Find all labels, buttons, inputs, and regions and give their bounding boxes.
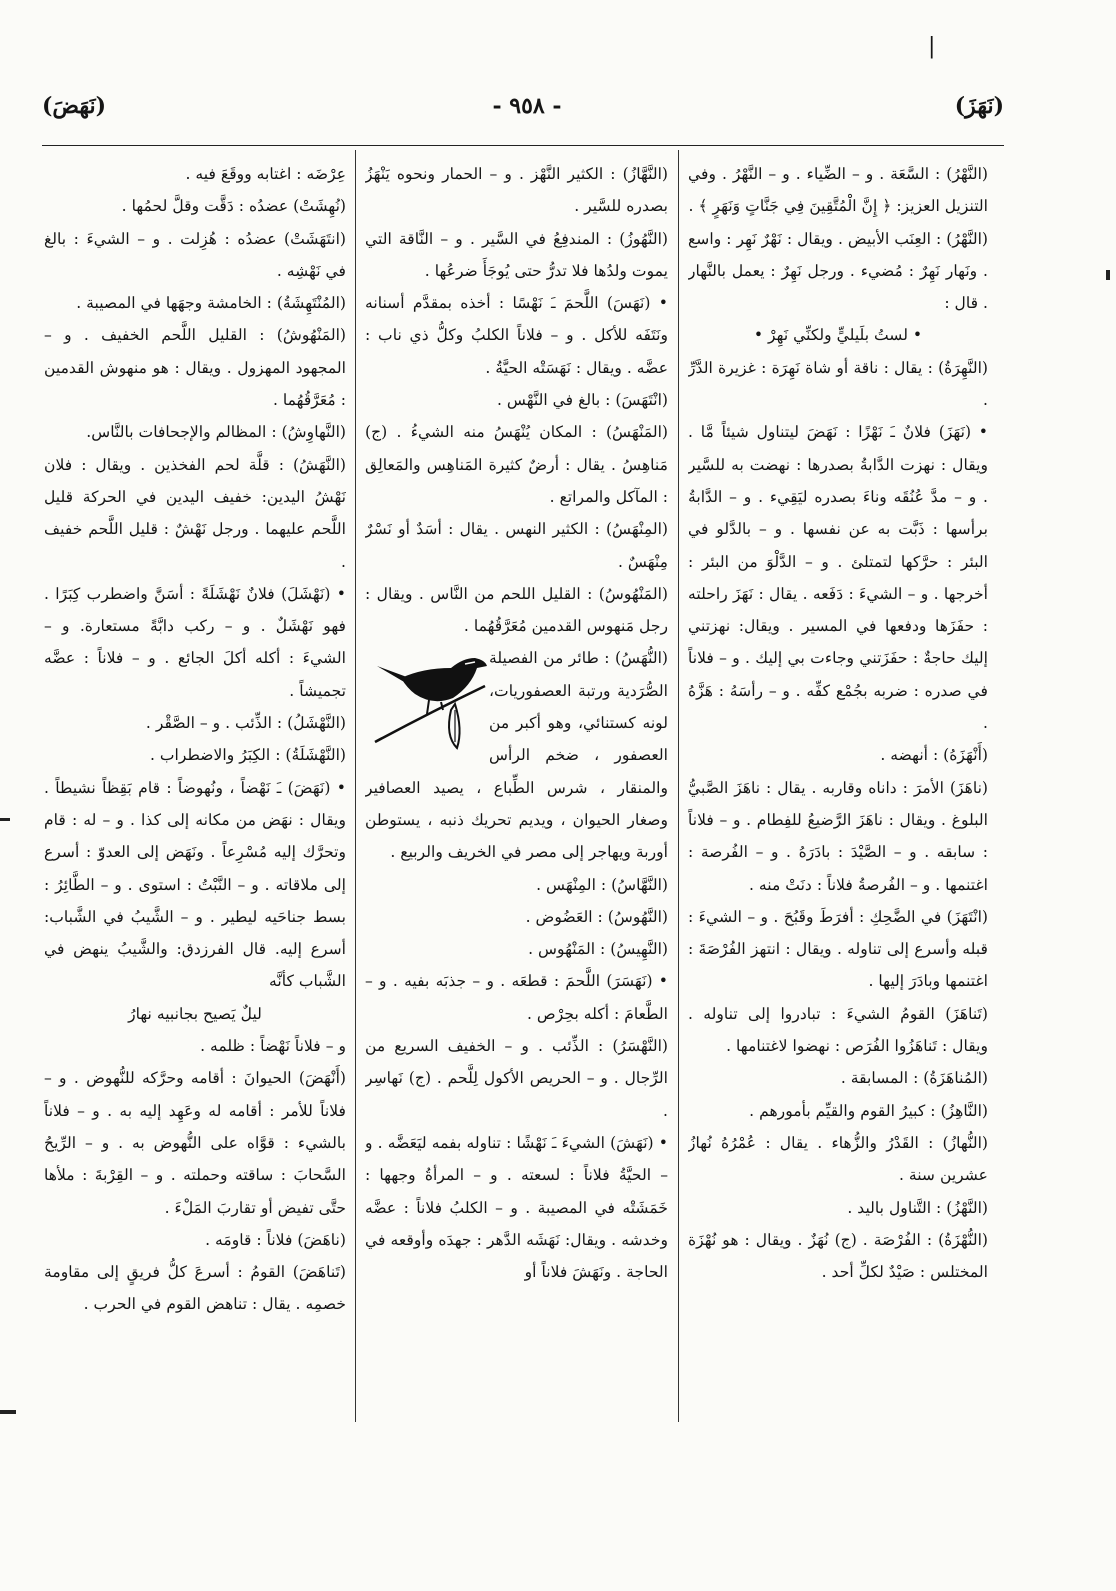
entry: (النَّهْرُ) : العِنَب الأبيض . ويقال : نَهْرٌ نَهِر : واسع . ونَهار نَهِرٌ : مُضيء . ورجل نَهِرٌ : يعمل بالنَّهار . قال :	[688, 229, 988, 313]
entry: (أَنْهَزَهُ) : أنهضه .	[880, 746, 988, 765]
entry: (النُّهازُ) : القَدْرُ والزُّهاء . يقال : عُمْرُهُ نُهازُ عشرين سنة .	[688, 1133, 988, 1185]
entry: (تَناهَضَ) القومُ : أسرعَ كلُّ فريقٍ إلى مقاومة خصمِه . يقال : تناهض القوم في الحرب .	[44, 1263, 346, 1314]
entry: (أَنْهَضَ) الحيوانَ : أقامه وحرَّكه للنُّهوض . و – فلاناً للأمر : أقامه له وعَهِد إليه به . و – فلاناً بالشيء : قوَّاه على النُّهوض به . و – الرِّيحُ السَّحابَ : ساقته وحملته . و – القِرْبةَ : ملأها حتَّى تفيض أو تقاربَ المَلْءَ .	[44, 1069, 346, 1217]
edge-mark	[0, 1410, 16, 1414]
entry: و – فلاناً نَهْضاً : ظلمه .	[200, 1037, 346, 1056]
entry: (النَّهَّاسُ) : المِنْهَس .	[536, 875, 668, 894]
entry: • (نَهْشَلَ) فلانٌ نَهْشَلَةً : أسَنَّ واضطرب كِبَرًا . فهو نَهْشَلٌ . و – ركب دابَّةً مستعارة. و – الشيءَ : أكله أكلَ الجائع . و – فلاناً : عضَّه تجميشاً .	[44, 584, 346, 700]
running-head-right: (نَهَزَ)	[954, 93, 1004, 119]
column-divider	[678, 150, 679, 1422]
entry: (المُناهَزَةُ) : المسابقة .	[840, 1069, 988, 1088]
shrike-bird-illustration	[371, 646, 489, 766]
entry: (النَّهْزُ) : التَّناول باليد .	[847, 1198, 988, 1217]
entry: (انْتَهَسَ) : بالغ في النَّهْس .	[496, 391, 668, 410]
entry: (النَّهْرُ) : السَّعَة . و – الضِّياء . و – النَّهْرُ . وفي التنزيل العزيز: ﴿ إِنَّ الْمُتَّقِينَ فِي جَنَّاتٍ وَنَهَرٍ ﴾ .	[688, 165, 988, 216]
column-divider	[355, 150, 356, 1422]
entry: (النَّهْسَرُ) : الذِّئب . و – الخفيف السريع من الرِّجال . و – الحريص الأكول لِلَّحم . (ج) نَهاسِر .	[365, 1037, 668, 1120]
running-head-left: (نَهَضَ)	[42, 93, 107, 119]
entry: (المُنْتَهِشَةُ) : الخامشة وجهَها في المصيبة .	[76, 294, 346, 313]
entry: (النَّهَّازُ) : الكثير النَّهْز . و – الحمار ونحوه يَنْهَزُ بصدره للسَّير .	[365, 165, 668, 216]
entry: عِرْضَه : اغتابه ووقَعَ فيه .	[185, 165, 346, 183]
entry: (نُهِشَتْ) عضدُه : دَقَّت وقلَّ لحمُها .	[121, 197, 346, 216]
entry: (تَناهَزَ) القومُ الشيءَ : تبادروا إلى تناوله . ويقال : تَناهَزُوا الفُرَص : نهضوا لاغتنامها .	[688, 1004, 988, 1056]
entry: (انْتَهَزَ) في الضَّحِكِ : أفرَطَ وقَبُحَ . و – الشيءَ : قبله وأسرع إلى تناوله . ويقال : انتهز الفُرْصَةَ : اغتنمها وبادَرَ إليها .	[688, 907, 988, 991]
entry: (النَّهِيسُ) : المَنْهُوس .	[528, 940, 668, 959]
verse: • لستُ بلَيليٍّ ولكنِّي نَهِرْ •	[753, 326, 923, 345]
entry: • (نَهَسَرَ) اللَّحمَ : قطعَه . و – جذبَه بفيه . و – الطَّعامَ : أكله بحِرْص .	[365, 972, 668, 1023]
entry: (النَّهِرَةُ) : يقال : ناقة أو شاة نَهِرَة : غزيرة الدَّرِّ .	[688, 358, 988, 410]
entry: (النَّهْشَلُ) : الذِّئب . و – الصَّقْر .	[145, 714, 346, 733]
entry: (النَّهَشُ) : قلَّة لحم الفخذين . ويقال : فلان نَهْشُ اليدين: خفيف اليدين في الحركة قليل اللَّحم عليهما . ورجل نَهْشٌ : قليل اللَّحم خفيف .	[44, 455, 346, 571]
entry: (النَّهاوِشُ) : المظالم والإجحافات بالنَّاس.	[86, 423, 346, 442]
entry: (المَنْهُوسُ) : القليل اللحم من النَّاس . ويقال : رجل مَنهوس القدمين مُعَرَّقُهُما .	[365, 584, 668, 636]
top-margin-mark: |	[928, 34, 936, 59]
column-left	[44, 158, 346, 1471]
entry: (المِنْهَسُ) : الكثير النهس . يقال : أسَدٌ أو نَسْرٌ مِنْهَسٌ .	[365, 520, 668, 571]
header-rule	[42, 145, 1004, 146]
entry: (انتَهَشَتْ) عضدُه : هُزِلت . و – الشيءَ : بالغ في نَهْشِه .	[44, 229, 346, 280]
page-header	[42, 93, 1004, 139]
entry: (النَّاهِزُ) : كبيرُ القوم والقيِّم بأمورهم .	[749, 1101, 988, 1120]
entry: (المَنْهُوشُ) : القليل اللَّحم الخفيف . و – المجهود المهزول . ويقال : هو منهوش القدمين : مُعَرَّقُهُما .	[44, 326, 346, 410]
entry: • (نَهَزَ) فلانٌ ـَ نَهْزًا : نَهَضَ ليتناول شيئاً مَّا . ويقال : نهزت الدَّابةُ بصدرها : نهضت به للسَّير . و – مدَّ عُنُقَه وناءَ بصدره ليَقِيء . و – الدَّابةُ برأسها : ذَبَّت به عن نفسها . و – بالدَّلو في البئر : حرَّكها لتمتلئ . و – الدَّلْوَ من البئر : أخرجها . و – الشيءَ : دَفَعه . يقال : نَهَزَ راحلته : حفَزَها ودفعها في المسير . ويقال: نهزتني إليك حاجةٌ : حفَزَتني وجاءت بي إليك . و – فلاناً في صدره : ضربه بجُمْع كفِّه . و – رأسَهُ : هَزَّهُ .	[688, 423, 988, 733]
entry: (ناهَزَ) الأمرَ : داناه وقاربه . يقال : ناهَزَ الصَّبيُّ البلوغ . ويقال : ناهَزَ الرَّضيعُ للفِطام . و – فلاناً : سابقه . و – الصَّيْدَ : بادَرَهُ . و – الفُرصة : اغتنمها . و – الفُرصةُ فلاناً : دنَتْ منه .	[688, 778, 988, 894]
entry: • (نَهَشَ) الشيءَ ـَ نَهْشًا : تناوله بفمه ليَعَضَّه . و – الحيَّةُ فلاناً : لسعته . و – المرأةُ وجهها : خَمَشَتْه في المصيبة . و – الكلبُ فلاناً : عضَّه وخدشه . ويقال: نَهَشَه الدَّهر : جهدَه وأوقعه في الحاجة . ونَهَشَ فلاناً أو	[365, 1133, 668, 1282]
entry: (النَّهُوزُ) : المندفِعُ في السَّير . و – النَّاقة التي يموت ولدُها فلا تدرُّ حتى يُوجَأَ ضرعُها .	[365, 229, 668, 280]
column-right	[688, 158, 988, 1471]
entry: (النَّهْشَلَةُ) : الكِبَرُ والاضطراب .	[149, 746, 346, 765]
entry: (المَنْهَسُ) : المكان يُنْهَسُ منه الشيءُ . (ج) مَناهِسُ . يقال : أرضٌ كثيرة المَناهِس والمَعالِق : المآكل والمراتع .	[365, 423, 668, 506]
entry: (النُّهَسُ) : طائر من الفصيلة الصُّرَدية ورتبة العصفوريات، لونه كستنائي، وهو أكبر من العصفور ، ضخم الرأس والمنقار ، شرس الطِّباع ، يصيد العصافير وصغار الحيوان ، ويديم تحريك ذنبه ، يستوطن أوربة ويهاجر إلى مصر في الخريف والربيع .	[365, 649, 668, 862]
edge-mark	[0, 818, 10, 821]
entry: (النُّهْزَةُ) : الفُرْصَة . (ج) نُهَزٌ . ويقال : هو نُهْزَة المختلس : صَيْدٌ لكلِّ أحد .	[688, 1230, 988, 1282]
entry: • (نَهَضَ) ـَ نَهْضاً ، ونُهوضاً : قام بَقِظاً نشيطاً . ويقال : نهَض من مكانه إلى كذا . و – له : قام وتحرَّك إليه مُسْرِعاً . ونَهَض إلى العدوّ : أسرع إلى ملاقاته . و – النَّبْتُ : استوى . و – الطَّائِرُ : بسط جناحَيه ليطير . و – الشَّيبُ في الشَّباب: أسرع إليه. قال الفرزدق: والشَّيبُ ينهض في الشَّباب كأنَّه	[44, 778, 346, 991]
entry: (ناهَضَ) فلاناً : قاومَه .	[205, 1230, 346, 1249]
edge-mark	[1106, 270, 1110, 280]
entry: (النَّهُوسُ) : العَضُوض .	[525, 907, 668, 926]
verse: ليلٌ يَصيح بجانبيه نهارُ	[128, 1004, 262, 1023]
page-number: - ٩٥٨ -	[492, 93, 562, 119]
entry: • (نَهَسَ) اللَّحمَ ـَ نَهْسًا : أخذه بمقدَّم أسنانه ونَتَفَه للأكل . و – فلاناً الكلبُ وكلُّ ذي ناب : عضَّه . ويقال : نَهَسَتْه الحيَّةُ .	[365, 294, 668, 377]
column-middle	[365, 158, 668, 1471]
